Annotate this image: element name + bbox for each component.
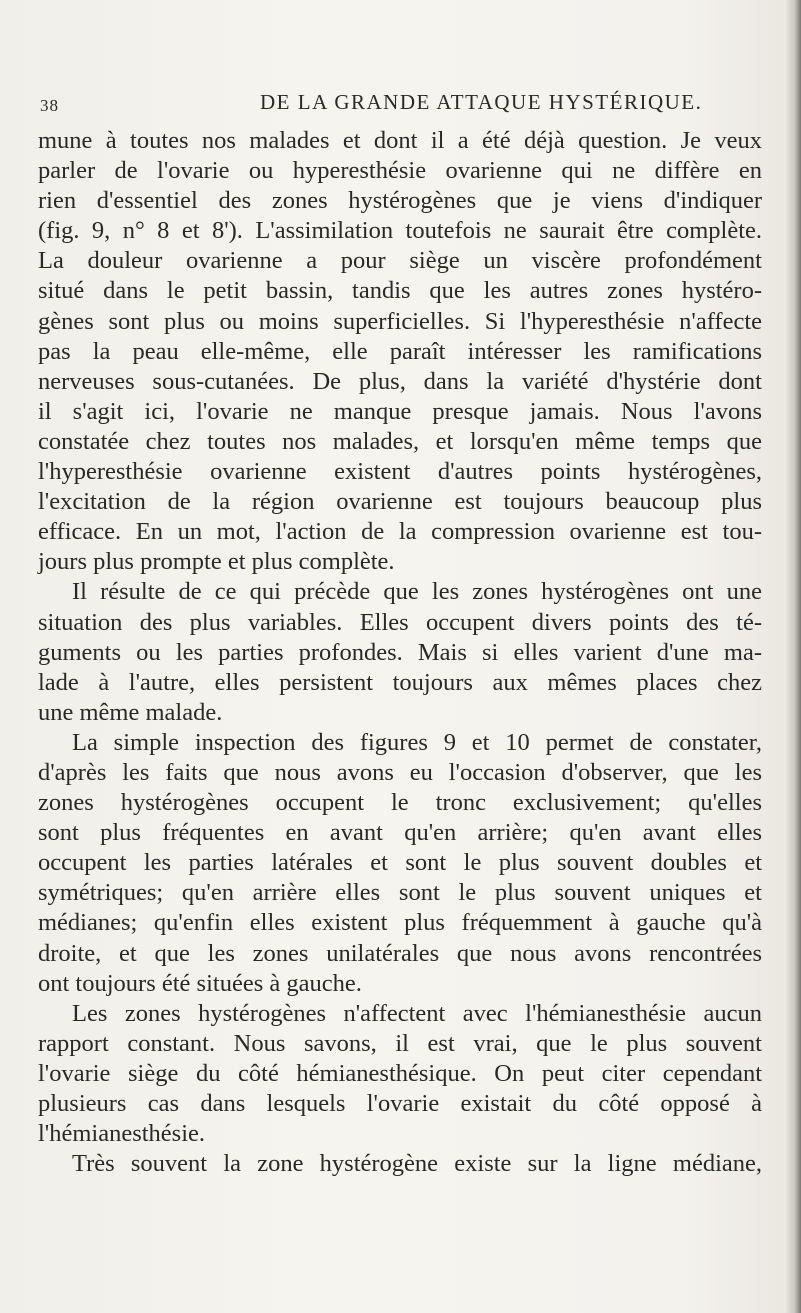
text-line: rapport constant. Nous savons, il est vrai, que le plus souvent xyxy=(38,1029,762,1057)
text-line: constatée chez toutes nos malades, et lorsqu'en même temps que xyxy=(38,427,762,455)
text-line: pas la peau elle-même, elle paraît intéresser les ramifications xyxy=(38,337,762,365)
running-head: DE LA GRANDE ATTAQUE HYSTÉRIQUE. xyxy=(260,90,703,114)
text-line: La simple inspection des figures 9 et 10 permet de constater, xyxy=(72,728,762,756)
text-line: guments ou les parties profondes. Mais si elles varient d'une ma- xyxy=(38,638,762,666)
body-text xyxy=(38,126,762,1179)
text-line: occupent les parties latérales et sont le plus souvent doubles et xyxy=(38,849,762,877)
text-line: Très souvent la zone hystérogène existe sur la ligne médiane, xyxy=(72,1150,762,1178)
text-line: il s'agit ici, l'ovarie ne manque presque jamais. Nous l'avons xyxy=(38,397,762,425)
page-edge-shadow xyxy=(785,0,801,1313)
text-line: lade à l'autre, elles persistent toujours aux mêmes places chez xyxy=(38,668,762,696)
text-line: droite, et que les zones unilatérales que nous avons rencontrées xyxy=(38,939,762,967)
text-line: Il résulte de ce qui précède que les zones hystérogènes ont une xyxy=(72,578,762,606)
text-line: rien d'essentiel des zones hystérogènes que je viens d'indiquer xyxy=(38,187,762,215)
text-line: gènes sont plus ou moins superficielles. Si l'hyperesthésie n'affecte xyxy=(38,307,762,335)
page-number: 38 xyxy=(40,96,59,115)
text-line: efficace. En un mot, l'action de la compression ovarienne est tou- xyxy=(38,518,762,546)
text-line: nerveuses sous-cutanées. De plus, dans la variété d'hystérie dont xyxy=(38,367,762,395)
page-header xyxy=(40,90,750,120)
text-line: La douleur ovarienne a pour siège un viscère profondément xyxy=(38,247,762,275)
text-line: l'excitation de la région ovarienne est toujours beaucoup plus xyxy=(38,488,762,516)
text-line: situation des plus variables. Elles occupent divers points des té- xyxy=(38,608,762,636)
text-line: l'hyperesthésie ovarienne existent d'autres points hystérogènes, xyxy=(38,458,762,486)
text-line: mune à toutes nos malades et dont il a été déjà question. Je veux xyxy=(38,127,762,154)
text-line: une même malade. xyxy=(38,698,223,726)
text-line: sont plus fréquentes en avant qu'en arrière; qu'en avant elles xyxy=(38,819,762,847)
text-line: d'après les faits que nous avons eu l'occasion d'observer, que les xyxy=(38,758,762,786)
text-line: Les zones hystérogènes n'affectent avec l'hémianesthésie aucun xyxy=(72,999,762,1027)
text-line: jours plus prompte et plus complète. xyxy=(38,548,395,576)
text-line: l'ovarie siège du côté hémianesthésique. On peut citer cependant xyxy=(38,1059,762,1087)
text-line: symétriques; qu'en arrière elles sont le plus souvent uniques et xyxy=(38,879,762,907)
text-line: zones hystérogènes occupent le tronc exclusivement; qu'elles xyxy=(38,789,762,817)
text-line: ont toujours été situées à gauche. xyxy=(38,969,362,997)
text-line: plusieurs cas dans lesquels l'ovarie existait du côté opposé à xyxy=(38,1090,762,1117)
text-line: (fig. 9, n° 8 et 8'). L'assimilation toutefois ne saurait être complète. xyxy=(38,217,762,245)
text-line: médianes; qu'enfin elles existent plus fréquemment à gauche qu'à xyxy=(38,909,762,937)
text-line: l'hémianesthésie. xyxy=(38,1120,206,1148)
text-line: parler de l'ovarie ou hyperesthésie ovarienne qui ne diffère en xyxy=(38,157,762,185)
text-line: situé dans le petit bassin, tandis que les autres zones hystéro- xyxy=(38,277,762,305)
